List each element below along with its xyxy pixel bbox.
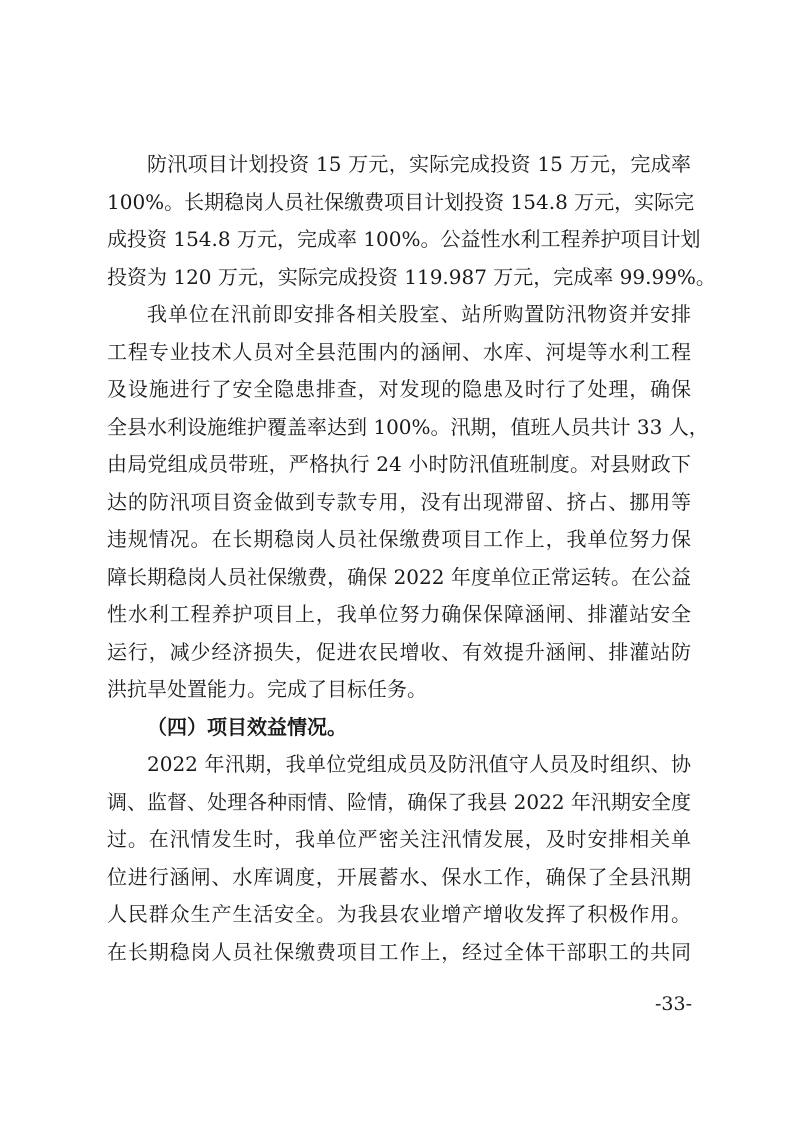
paragraph-2-line-6: 达的防汛项目资金做到专款专用，没有出现滞留、挤占、挪用等	[107, 489, 691, 514]
paragraph-1-line-4: 投资为 120 万元，实际完成投资 119.987 万元，完成率 99.99%。	[107, 264, 716, 289]
paragraph-3-line-2: 调、监督、处理各种雨情、险情，确保了我县 2022 年汛期安全度	[107, 789, 691, 814]
page-number: -33-	[654, 993, 692, 1015]
paragraph-3-line-6: 在长期稳岗人员社保缴费项目工作上，经过全体干部职工的共同	[107, 939, 691, 964]
paragraph-2-line-3: 及设施进行了安全隐患排查，对发现的隐患及时行了处理，确保	[107, 377, 691, 401]
paragraph-2-line-10: 运行，减少经济损失，促进农民增收、有效提升涵闸、排灌站防	[107, 639, 691, 664]
paragraph-3-line-3: 过。在汛情发生时，我单位严密关注汛情发展，及时安排相关单	[107, 827, 691, 851]
paragraph-2-line-8: 障长期稳岗人员社保缴费，确保 2022 年度单位正常运转。在公益	[107, 564, 691, 589]
paragraph-1-line-1: 防汛项目计划投资 15 万元，实际完成投资 15 万元，完成率	[147, 152, 691, 176]
paragraph-3-line-1: 2022 年汛期，我单位党组成员及防汛值守人员及时组织、协	[147, 752, 691, 776]
paragraph-3-line-5: 人民群众生产生活安全。为我县农业增产增收发挥了积极作用。	[107, 902, 691, 926]
paragraph-2-line-9: 性水利工程养护项目上，我单位努力确保保障涵闸、排灌站安全	[107, 602, 691, 626]
paragraph-2-line-2: 工程专业技术人员对全县范围内的涵闸、水库、河堤等水利工程	[107, 339, 691, 364]
paragraph-3-line-4: 位进行涵闸、水库调度，开展蓄水、保水工作，确保了全县汛期	[107, 864, 691, 889]
paragraph-2-line-5: 由局党组成员带班，严格执行 24 小时防汛值班制度。对县财政下	[107, 452, 691, 476]
paragraph-2-line-1: 我单位在汛前即安排各相关股室、站所购置防汛物资并安排	[147, 302, 691, 326]
paragraph-2-line-7: 违规情况。在长期稳岗人员社保缴费项目工作上，我单位努力保	[107, 527, 691, 551]
paragraph-1-line-3: 成投资 154.8 万元，完成率 100%。公益性水利工程养护项目计划	[107, 227, 701, 251]
body-text	[107, 146, 716, 971]
paragraph-1-line-2: 100%。长期稳岗人员社保缴费项目计划投资 154.8 万元，实际完	[107, 189, 695, 214]
paragraph-2-line-4: 全县水利设施维护覆盖率达到 100%。汛期，值班人员共计 33 人，	[107, 414, 709, 439]
section-heading: （四）项目效益情况。	[147, 714, 347, 739]
paragraph-2-line-11: 洪抗旱处置能力。完成了目标任务。	[107, 677, 427, 701]
